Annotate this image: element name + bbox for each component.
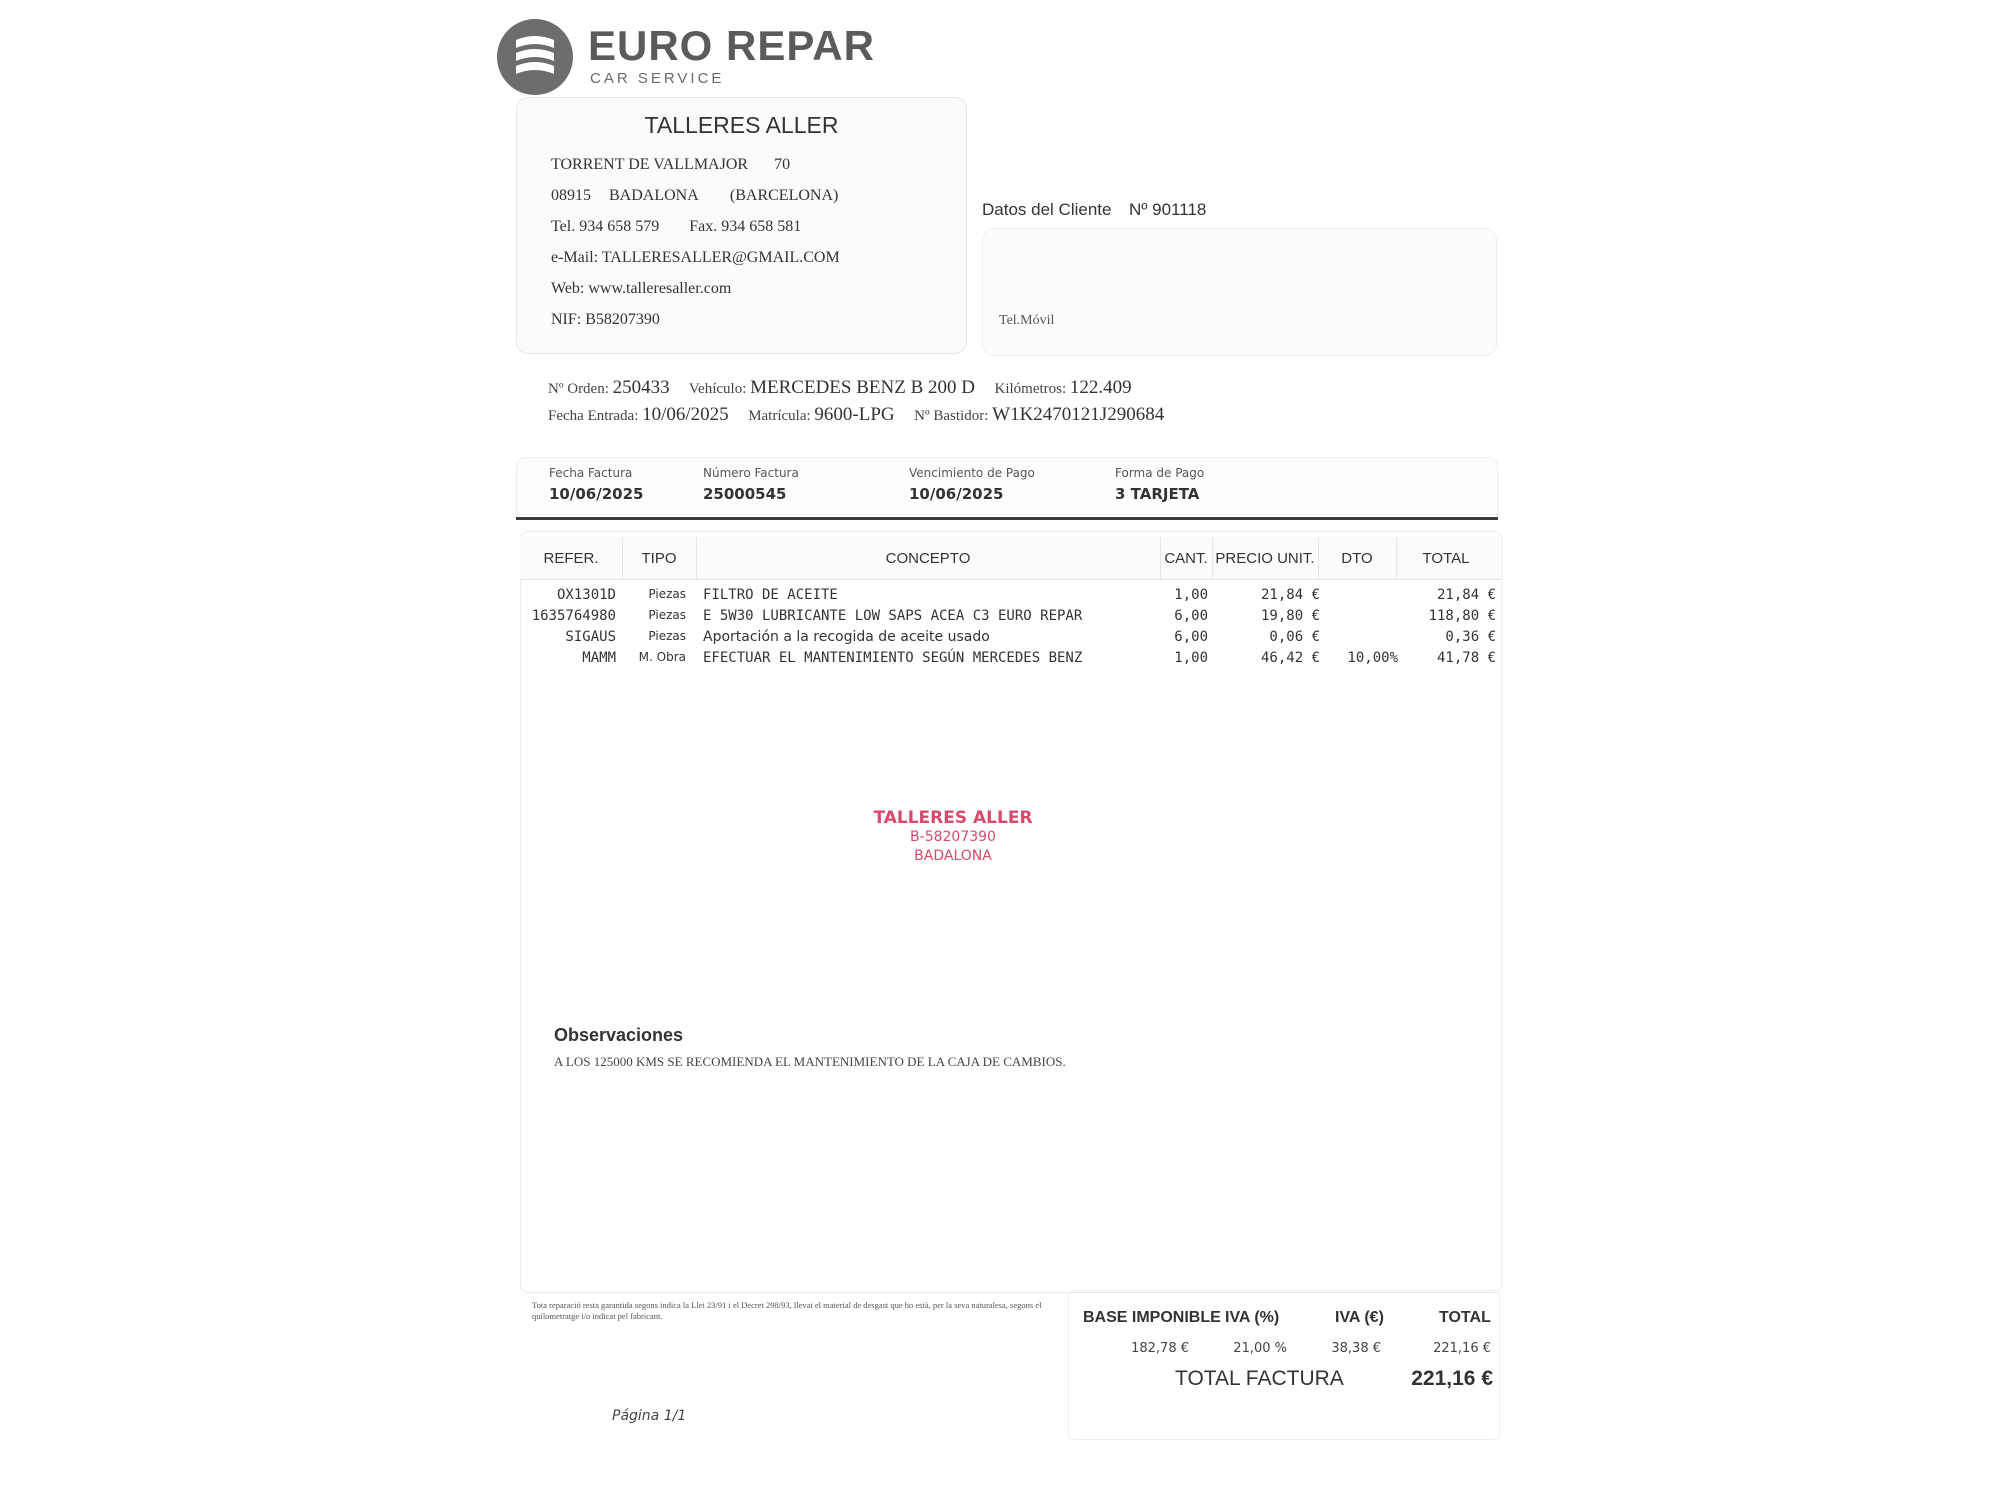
company-nif: NIF: B58207390 bbox=[551, 311, 660, 328]
company-phone-line bbox=[551, 218, 801, 236]
vehicle-value: MERCEDES BENZ B 200 D bbox=[750, 377, 975, 398]
brand-logo bbox=[496, 18, 896, 98]
company-address: TORRENT DE VALLMAJOR bbox=[551, 156, 749, 173]
iva-percent-label: IVA (%) bbox=[1225, 1309, 1280, 1326]
order-number-label: Nº Orden: bbox=[548, 381, 609, 397]
invoice-total-value: 221,16 € bbox=[1411, 1367, 1493, 1390]
row-4-concepto: EFECTUAR EL MANTENIMIENTO SEGÚN MERCEDES BENZ bbox=[703, 650, 1083, 666]
base-imponible-value: 182,78 € bbox=[1131, 1341, 1189, 1356]
row-1-cant: 1,00 bbox=[1174, 587, 1208, 603]
company-phone: Tel. 934 658 579 bbox=[551, 218, 660, 235]
invoice-number: 25000545 bbox=[703, 485, 787, 503]
col-header-precio: PRECIO UNIT. bbox=[1215, 550, 1315, 567]
col-header-dto: DTO bbox=[1341, 550, 1373, 567]
order-info-line-1 bbox=[548, 377, 1132, 399]
header-divider bbox=[516, 517, 1498, 520]
order-info-line-2 bbox=[548, 404, 1164, 426]
plate-label: Matrícula: bbox=[748, 408, 811, 424]
company-stamp-nif: B-58207390 bbox=[910, 829, 996, 845]
vehicle-label: Vehículo: bbox=[688, 381, 747, 397]
client-mobile-label: Tel.Móvil bbox=[999, 313, 1055, 328]
row-4-ref: MAMM bbox=[582, 650, 616, 666]
observations-label: Observaciones bbox=[554, 1025, 684, 1045]
warranty-legal-note: Tota reparació resta garantida segons indica la Llei 23/91 i el Decret 298/93, llevat el material de desgast que ho està, per la seva naturalesa, segons el quilometratge i/o indicat pel fabricant. bbox=[532, 1300, 1042, 1321]
observations-text: A LOS 125000 KMS SE RECOMIENDA EL MANTENIMIENTO DE LA CAJA DE CAMBIOS. bbox=[554, 1054, 1066, 1069]
row-1-concepto: FILTRO DE ACEITE bbox=[703, 587, 838, 603]
col-header-total: TOTAL bbox=[1422, 550, 1470, 567]
invoice-total-label: TOTAL FACTURA bbox=[1175, 1367, 1344, 1390]
row-3-ref: SIGAUS bbox=[565, 629, 616, 645]
totals-box bbox=[1068, 1290, 1500, 1440]
iva-amount-label: IVA (€) bbox=[1335, 1309, 1384, 1326]
total-value: 221,16 € bbox=[1433, 1341, 1491, 1356]
base-imponible-label: BASE IMPONIBLE bbox=[1083, 1309, 1221, 1326]
company-city-line bbox=[551, 187, 838, 205]
row-3-concepto: Aportación a la recogida de aceite usado bbox=[703, 629, 990, 645]
company-name: TALLERES ALLER bbox=[644, 112, 839, 138]
page-number: Página 1/1 bbox=[612, 1408, 687, 1424]
col-header-concepto: CONCEPTO bbox=[885, 550, 971, 567]
client-header bbox=[982, 200, 1206, 220]
row-4-dto: 10,00% bbox=[1347, 650, 1398, 666]
row-2-tipo: Piezas bbox=[648, 608, 686, 622]
row-2-ref: 1635764980 bbox=[531, 608, 616, 624]
km-label: Kilómetros: bbox=[994, 381, 1067, 397]
row-2-precio: 19,80 € bbox=[1260, 608, 1320, 624]
vin-label: Nº Bastidor: bbox=[914, 408, 989, 424]
entry-date: 10/06/2025 bbox=[642, 404, 729, 425]
company-city: BADALONA bbox=[609, 187, 698, 204]
order-number: 250433 bbox=[612, 377, 670, 398]
row-4-total: 41,78 € bbox=[1436, 650, 1496, 666]
invoice-header-box bbox=[516, 457, 1498, 515]
payment-method-label: Forma de Pago bbox=[1115, 466, 1205, 480]
col-header-ref: REFER. bbox=[543, 550, 599, 567]
table-header bbox=[520, 537, 1500, 580]
company-stamp-city: BADALONA bbox=[914, 848, 992, 864]
company-stamp-name: TALLERES ALLER bbox=[873, 808, 1033, 828]
invoice-number-label: Número Factura bbox=[703, 466, 799, 480]
row-4-precio: 46,42 € bbox=[1260, 650, 1320, 666]
row-3-cant: 6,00 bbox=[1174, 629, 1208, 645]
company-address-line bbox=[551, 156, 790, 174]
total-label: TOTAL bbox=[1439, 1309, 1491, 1326]
company-province: (BARCELONA) bbox=[729, 187, 839, 204]
invoice-lines-box bbox=[520, 531, 1502, 1293]
payment-due-label: Vencimiento de Pago bbox=[909, 466, 1035, 480]
iva-percent-value: 21,00 % bbox=[1233, 1341, 1287, 1356]
plate-value: 9600-LPG bbox=[814, 404, 895, 425]
company-info-box bbox=[516, 97, 967, 354]
payment-method: 3 TARJETA bbox=[1115, 485, 1200, 503]
row-2-total: 118,80 € bbox=[1428, 608, 1496, 624]
iva-amount-value: 38,38 € bbox=[1331, 1341, 1381, 1356]
client-label: Datos del Cliente bbox=[982, 200, 1112, 219]
brand-tagline: CAR SERVICE bbox=[590, 70, 725, 87]
row-4-tipo: M. Obra bbox=[638, 650, 686, 664]
row-1-tipo: Piezas bbox=[648, 587, 686, 601]
vin-value: W1K2470121J290684 bbox=[992, 404, 1165, 425]
euro-repar-logo-icon bbox=[496, 18, 574, 96]
company-address-number: 70 bbox=[774, 156, 791, 173]
row-2-cant: 6,00 bbox=[1174, 608, 1208, 624]
invoice-date-label: Fecha Factura bbox=[549, 466, 633, 480]
row-3-total: 0,36 € bbox=[1445, 629, 1496, 645]
col-header-tipo: TIPO bbox=[641, 550, 677, 567]
company-postal-code: 08915 bbox=[551, 187, 591, 204]
company-web: Web: www.talleresaller.com bbox=[551, 280, 732, 297]
client-number: Nº 901118 bbox=[1128, 200, 1207, 219]
invoice-date: 10/06/2025 bbox=[549, 485, 644, 503]
row-2-concepto: E 5W30 LUBRICANTE LOW SAPS ACEA C3 EURO REPAR bbox=[703, 608, 1083, 624]
row-1-total: 21,84 € bbox=[1436, 587, 1496, 603]
row-1-ref: OX1301D bbox=[556, 587, 616, 603]
entry-date-label: Fecha Entrada: bbox=[548, 408, 639, 424]
brand-name: EURO REPAR bbox=[588, 22, 875, 69]
company-email: e-Mail: TALLERESALLER@GMAIL.COM bbox=[551, 249, 840, 266]
row-3-precio: 0,06 € bbox=[1269, 629, 1320, 645]
row-1-precio: 21,84 € bbox=[1260, 587, 1320, 603]
km-value: 122.409 bbox=[1069, 377, 1132, 398]
client-info-box bbox=[982, 228, 1497, 356]
col-header-cant: CANT. bbox=[1164, 550, 1208, 567]
payment-due-date: 10/06/2025 bbox=[909, 485, 1004, 503]
row-3-tipo: Piezas bbox=[648, 629, 686, 643]
row-4-cant: 1,00 bbox=[1174, 650, 1208, 666]
company-fax: Fax. 934 658 581 bbox=[689, 218, 802, 235]
